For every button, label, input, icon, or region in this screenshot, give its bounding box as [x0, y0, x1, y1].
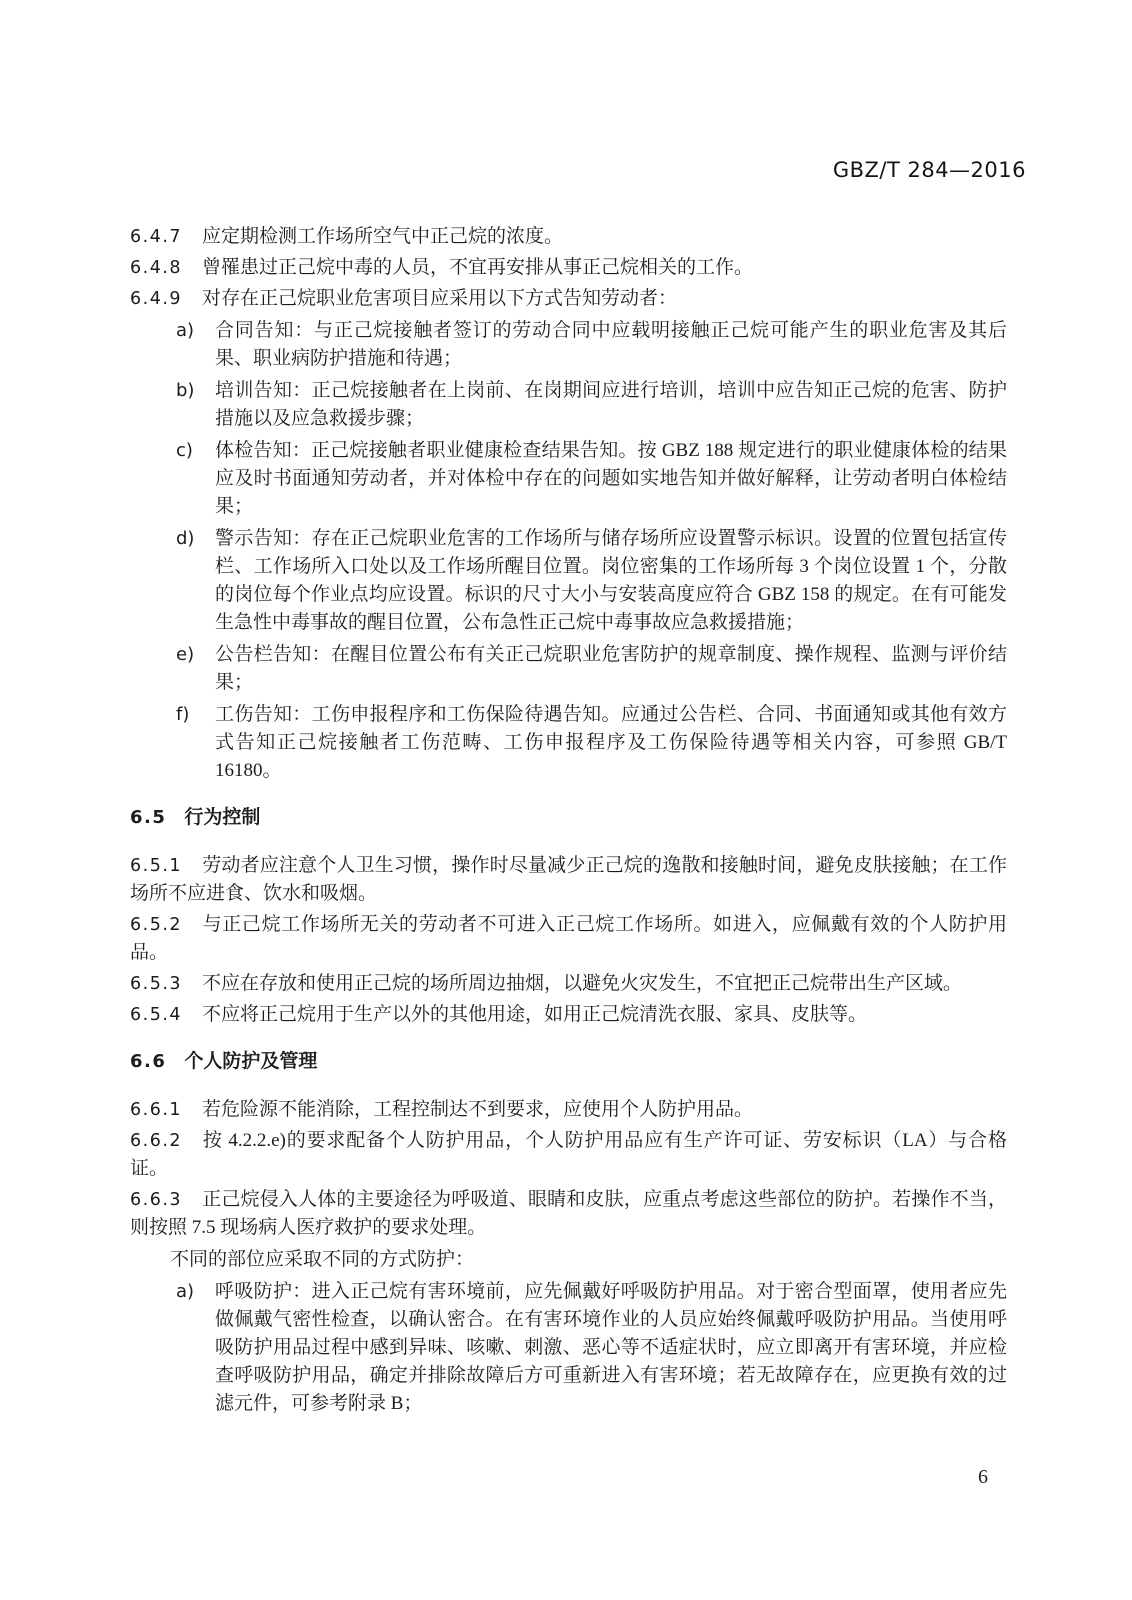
clause-text: 不应将正己烷用于生产以外的其他用途，如用正己烷清洗衣服、家具、皮肤等。	[202, 1004, 868, 1025]
list-item-f	[130, 701, 1007, 785]
clause-number: 6.4.7	[130, 227, 183, 247]
clause-number: 6.6.1	[130, 1100, 183, 1120]
section-number: 6.6	[130, 1051, 167, 1072]
clause-6-5-2	[130, 911, 1007, 967]
clause-number: 6.4.9	[130, 289, 183, 309]
clause-text: 正己烷侵入人体的主要途径为呼吸道、眼睛和皮肤，应重点考虑这些部位的防护。若操作不当，则按照 7.5 现场病人医疗救护的要求处理。	[130, 1189, 1007, 1238]
clause-number: 6.6.2	[130, 1131, 183, 1151]
clause-6-4-7	[130, 223, 1007, 251]
clause-text: 曾罹患过正己烷中毒的人员，不宜再安排从事正己烷相关的工作。	[202, 257, 754, 278]
clause-text: 对存在正己烷职业危害项目应采用以下方式告知劳动者：	[202, 288, 678, 309]
clause-6-6-1	[130, 1096, 1007, 1124]
clause-text: 按 4.2.2.e)的要求配备个人防护用品，个人防护用品应有生产许可证、劳安标识（LA）与合格证。	[130, 1130, 1007, 1179]
list-marker: e)	[176, 644, 195, 665]
list-marker: a)	[176, 320, 195, 341]
list-item-text: 警示告知：存在正己烷职业危害的工作场所与储存场所应设置警示标识。设置的位置包括宣传栏、工作场所入口处以及工作场所醒目位置。岗位密集的工作场所每 3 个岗位设置 1 个，分散的岗位每个作业点均应设置。标识的尺寸大小与安装高度应符合 GBZ 158 的规定。在有可能发生急性中毒事故的醒目位置，公布急性正己烷中毒事故应急救援措施；	[215, 528, 1007, 633]
list-item-a	[130, 317, 1007, 373]
list-marker: c)	[176, 440, 193, 461]
list-marker: d)	[176, 528, 195, 549]
clause-text: 不应在存放和使用正己烷的场所周边抽烟，以避免火灾发生，不宜把正己烷带出生产区域。	[202, 973, 963, 994]
page-number: 6	[978, 1466, 988, 1488]
list-item-c	[130, 437, 1007, 521]
document-number-header: GBZ/T 284—2016	[832, 158, 1026, 182]
list-item-a-respiratory	[130, 1278, 1007, 1418]
list-item-text: 培训告知：正己烷接触者在上岗前、在岗期间应进行培训，培训中应告知正己烷的危害、防护措施以及应急救援步骤；	[215, 380, 1007, 429]
clause-text: 与正己烷工作场所无关的劳动者不可进入正己烷工作场所。如进入，应佩戴有效的个人防护用品。	[130, 914, 1007, 963]
clause-6-6-3	[130, 1186, 1007, 1242]
clause-number: 6.5.2	[130, 915, 183, 935]
list-item-b	[130, 377, 1007, 433]
clause-number: 6.6.3	[130, 1190, 183, 1210]
list-item-text: 体检告知：正己烷接触者职业健康检查结果告知。按 GBZ 188 规定进行的职业健康体检的结果应及时书面通知劳动者，并对体检中存在的问题如实地告知并做好解释，让劳动者明白体检结果；	[215, 440, 1007, 517]
list-item-text: 工伤告知：工伤申报程序和工伤保险待遇告知。应通过公告栏、合同、书面通知或其他有效方式告知正己烷接触者工伤范畴、工伤申报程序及工伤保险待遇等相关内容，可参照 GB/T 16180。	[215, 704, 1007, 781]
list-marker: b)	[176, 380, 195, 401]
section-heading-6-5	[130, 803, 1007, 832]
section-title: 行为控制	[184, 806, 261, 828]
clause-number: 6.5.4	[130, 1005, 183, 1025]
list-item-e	[130, 641, 1007, 697]
clause-number: 6.5.1	[130, 856, 183, 876]
list-item-text: 合同告知：与正己烷接触者签订的劳动合同中应载明接触正己烷可能产生的职业危害及其后果、职业病防护措施和待遇；	[215, 320, 1007, 369]
intro-paragraph: 不同的部位应采取不同的方式防护：	[170, 1249, 475, 1270]
clause-text: 若危险源不能消除，工程控制达不到要求，应使用个人防护用品。	[202, 1099, 754, 1120]
clause-number: 6.4.8	[130, 258, 183, 278]
list-item-text: 公告栏告知：在醒目位置公布有关正己烷职业危害防护的规章制度、操作规程、监测与评价结果；	[215, 644, 1007, 693]
list-marker: f)	[176, 704, 190, 725]
clause-6-6-2	[130, 1127, 1007, 1183]
clause-6-5-1	[130, 852, 1007, 908]
list-item-text: 呼吸防护：进入正己烷有害环境前，应先佩戴好呼吸防护用品。对于密合型面罩，使用者应先做佩戴气密性检查，以确认密合。在有害环境作业的人员应始终佩戴呼吸防护用品。当使用呼吸防护用品过程中感到异味、咳嗽、刺激、恶心等不适症状时，应立即离开有害环境，并应检查呼吸防护用品，确定并排除故障后方可重新进入有害环境；若无故障存在，应更换有效的过滤元件，可参考附录 B；	[215, 1281, 1007, 1414]
list-marker: a)	[176, 1281, 195, 1302]
section-title: 个人防护及管理	[184, 1050, 318, 1072]
clause-6-4-9	[130, 285, 1007, 313]
clause-6-4-8	[130, 254, 1007, 282]
section-heading-6-6	[130, 1047, 1007, 1076]
clause-6-5-4	[130, 1001, 1007, 1029]
clause-6-5-3	[130, 970, 1007, 998]
list-item-d	[130, 525, 1007, 637]
document-body	[130, 220, 1007, 1422]
clause-text: 劳动者应注意个人卫生习惯，操作时尽量减少正己烷的逸散和接触时间，避免皮肤接触；在工作场所不应进食、饮水和吸烟。	[130, 855, 1007, 904]
clause-number: 6.5.3	[130, 974, 183, 994]
section-number: 6.5	[130, 807, 167, 828]
clause-text: 应定期检测工作场所空气中正己烷的浓度。	[202, 226, 564, 247]
